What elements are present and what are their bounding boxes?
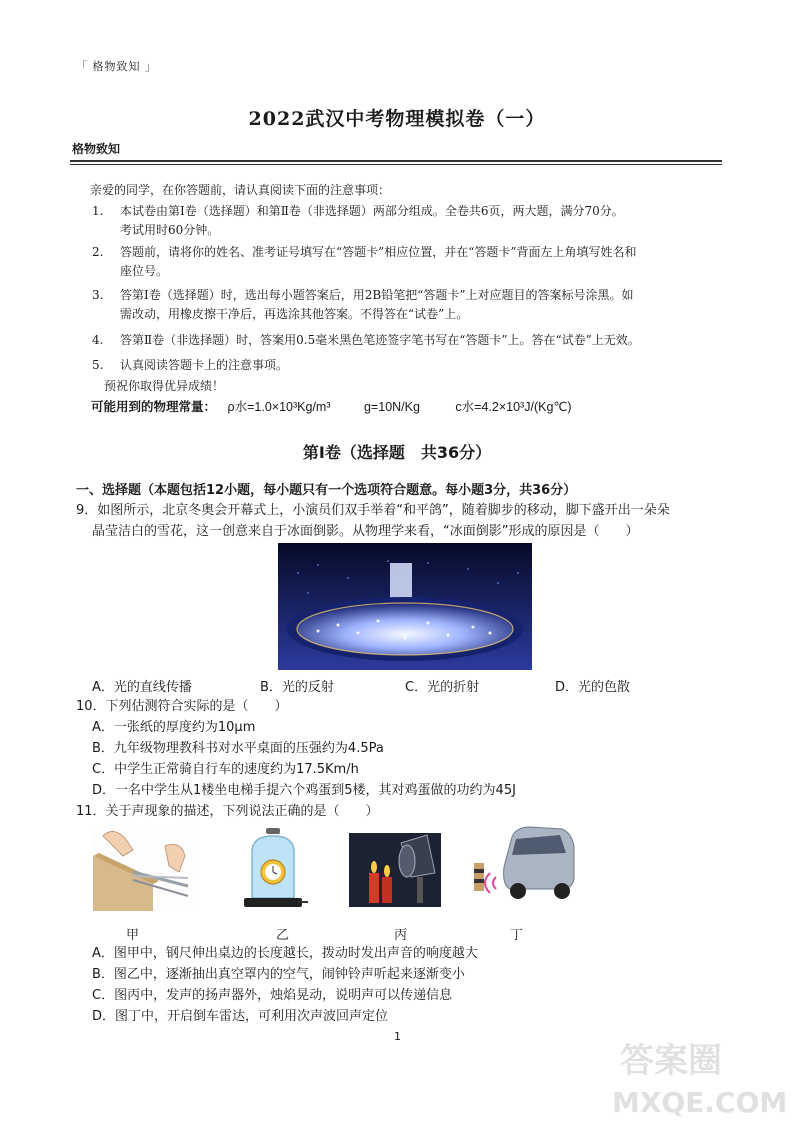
instruction-number: 3. <box>92 288 104 302</box>
part-one-heading: 一、选择题（本题包括12小题，每小题只有一个选项符合题意。每小题3分，共36分） <box>76 483 577 498</box>
watermark-text-cn: 答案圈 <box>620 1041 722 1081</box>
question-11-option-a: A．图甲中，钢尺伸出桌边的长度越长，拨动时发出声音的响度越大 <box>92 946 478 961</box>
question-10-option-a: A．一张纸的厚度约为10μm <box>92 720 256 735</box>
header-rule-thin <box>70 164 722 165</box>
good-luck-note: 预祝你取得优异成绩！ <box>104 379 225 393</box>
instruction-text: 需改动，用橡皮擦干净后，再选涂其他答案。不得答在“试卷”上。 <box>120 307 469 321</box>
question-11-option-d: D．图丁中，开启倒车雷达，可利用次声波回声定位 <box>92 1009 389 1024</box>
document-title: 2022武汉中考物理模拟卷（一） <box>248 108 546 130</box>
figure-caption-jia: 甲 <box>126 928 140 943</box>
constant-gravity: g=10N/Kg <box>363 400 420 414</box>
question-9-option-c: C．光的折射 <box>405 680 480 695</box>
site-watermark-logo <box>602 1028 792 1118</box>
reversing-car-radar-figure <box>466 823 576 913</box>
question-10-stem: 10．下列估测符合实际的是（ ） <box>76 699 288 714</box>
instruction-text: 答题前，请将你的姓名、准考证号填写在“答题卡”相应位置，并在“答题卡”背面左上角填写姓名和 <box>120 245 637 259</box>
instruction-item-3 <box>92 286 732 324</box>
question-9-line-1: 9．如图所示，北京冬奥会开幕式上，小演员们双手举着“和平鸽”，随着脚步的移动，脚下盛开出一朵朵 <box>76 503 670 518</box>
instruction-text: 考试用时60分钟。 <box>120 223 220 237</box>
instruction-item-4 <box>92 331 732 350</box>
header-tag: 「 格物致知 」 <box>76 60 157 73</box>
question-9-line-2: 晶莹洁白的雪花，这一创意来自于冰面倒影。从物理学来看，“冰面倒影”形成的原因是（ ） <box>92 524 639 539</box>
instruction-number: 2. <box>92 245 104 259</box>
header-rule-thick <box>70 160 722 162</box>
physical-constants <box>91 397 572 415</box>
olympic-stadium-photo <box>278 543 532 670</box>
watermark-text-en: MXQE.COM <box>612 1086 788 1118</box>
instruction-text: 认真阅读答题卡上的注意事项。 <box>120 358 289 372</box>
section-title: 第Ⅰ卷（选择题 共36分） <box>302 443 492 462</box>
candle-speaker-figure <box>349 833 441 907</box>
instruction-text: 座位号。 <box>120 264 169 278</box>
instruction-item-5 <box>92 356 732 375</box>
question-11-option-c: C．图丙中，发声的扬声器外，烛焰晃动，说明声可以传递信息 <box>92 988 453 1003</box>
question-11-option-b: B．图乙中，逐渐抽出真空罩内的空气，闹钟铃声听起来逐渐变小 <box>92 967 465 982</box>
instruction-number: 5. <box>92 358 104 372</box>
instruction-number: 1. <box>92 204 104 218</box>
page-number: 1 <box>394 1030 401 1043</box>
instruction-text: 答第Ⅱ卷（非选择题）时，答案用0.5毫米黑色笔迹签字笔书写在“答题卡”上。答在“试卷”上无效。 <box>120 333 640 347</box>
question-10-option-d: D．一名中学生从1楼坐电梯手提六个鸡蛋到5楼，其对鸡蛋做的功约为45J <box>92 783 516 798</box>
instruction-text: 本试卷由第Ⅰ卷（选择题）和第Ⅱ卷（非选择题）两部分组成。全卷共6页，两大题，满分70分。 <box>120 204 624 218</box>
instruction-item-1 <box>92 202 732 240</box>
question-10-option-c: C．中学生正常骑自行车的速度约为17.5Km/h <box>92 762 359 777</box>
instruction-text: 答第Ⅰ卷（选择题）时，选出每小题答案后，用2B铅笔把“答题卡”上对应题目的答案标号涂黑。如 <box>120 288 634 302</box>
question-9-option-d: D．光的色散 <box>555 680 631 695</box>
question-11-stem: 11．关于声现象的描述，下列说法正确的是（ ） <box>76 804 379 819</box>
brand-label: 格物致知 <box>72 142 121 156</box>
bell-jar-alarm-clock-figure <box>238 828 308 910</box>
constants-label: 可能用到的物理常量： <box>91 400 217 414</box>
ruler-on-desk-figure <box>93 826 193 911</box>
question-9-option-a: A．光的直线传播 <box>92 680 192 695</box>
question-9-option-b: B．光的反射 <box>260 680 334 695</box>
instruction-item-2 <box>92 243 732 281</box>
constant-water-specific-heat: c水=4.2×10³J/(Kg℃) <box>455 400 572 414</box>
instruction-number: 4. <box>92 333 104 347</box>
question-10-option-b: B．九年级物理教科书对水平桌面的压强约为4.5Pa <box>92 741 384 756</box>
constant-water-density: ρ水=1.0×10³Kg/m³ <box>227 400 331 414</box>
figure-caption-ding: 丁 <box>510 928 524 943</box>
figure-caption-yi: 乙 <box>276 928 290 943</box>
instructions-intro: 亲爱的同学，在你答题前，请认真阅读下面的注意事项： <box>90 183 391 197</box>
figure-caption-bing: 丙 <box>394 928 408 943</box>
